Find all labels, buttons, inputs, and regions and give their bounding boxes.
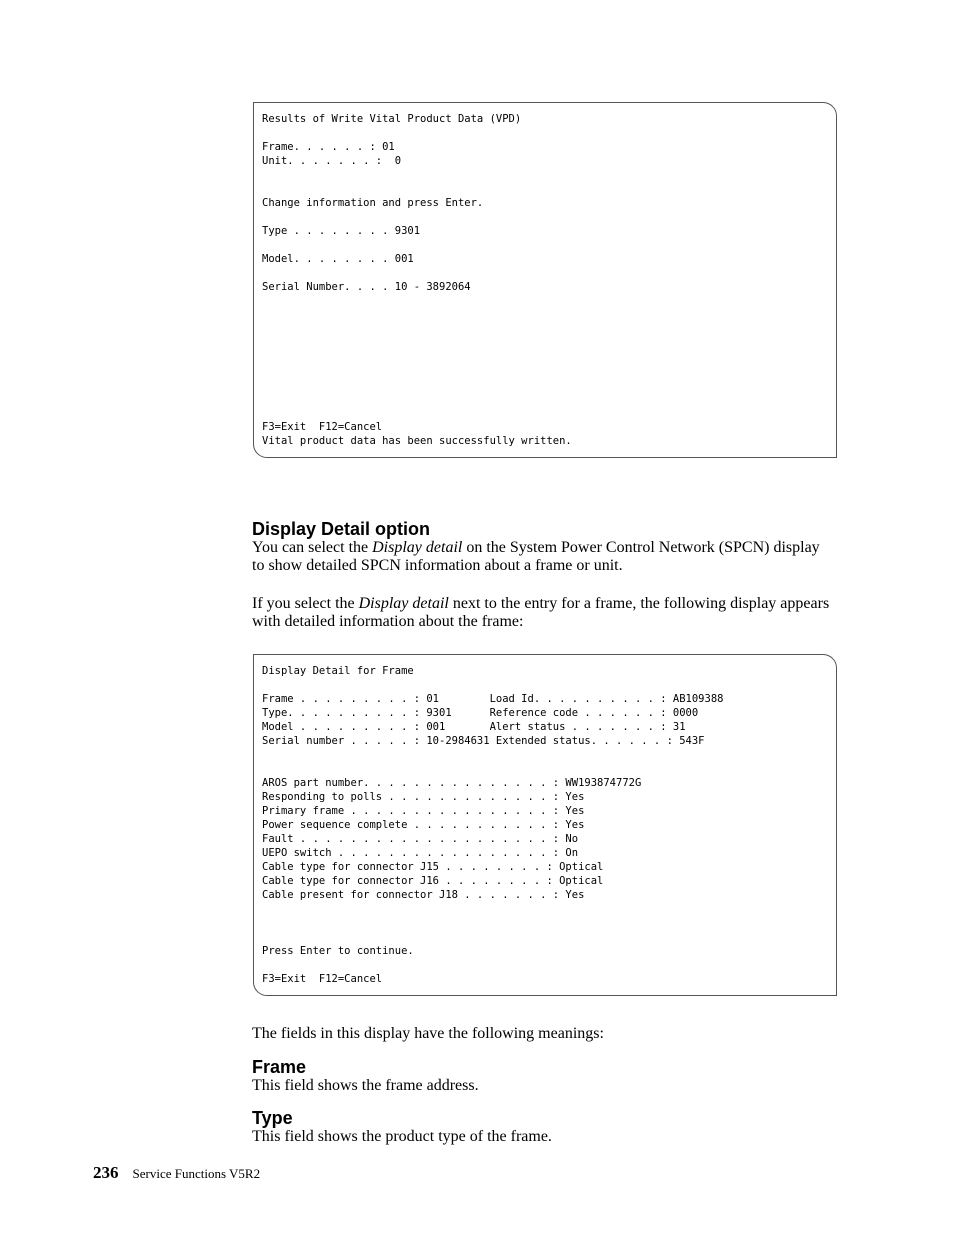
p1-text-after: on the System Power Control Network (SPCN) display to show detailed SPCN information about a frame or unit. xyxy=(252,539,820,574)
p1-italic-term: Display detail xyxy=(372,539,463,556)
p2-italic-term: Display detail xyxy=(358,595,449,612)
page-footer xyxy=(93,1163,260,1183)
vpd-results-screen xyxy=(253,102,837,458)
display-detail-intro-paragraph xyxy=(252,539,832,575)
frame-heading: Frame xyxy=(252,1057,307,1077)
p2-text-after: next to the entry for a frame, the following display appears with detailed information about the frame: xyxy=(252,595,830,630)
frame-description: This field shows the frame address. xyxy=(252,1077,479,1094)
book-title: Service Functions V5R2 xyxy=(132,1166,261,1181)
display-detail-frame-screen-text: Display Detail for Frame Frame . . . . . . . . . : 01 Load Id. . . . . . . . . . : AB109388 Type. . . . . . . . . . : 9301 Reference code . . . . . . : 0000 Model . . . . . . . . . : 001 Alert status . . . . . . . : 31 Serial number . . . . . : 10-2984631 Extended status. . . . . . : 543F AROS part number. . . . . . . . . . . . . . . : WW193874772G Responding to polls . . . . . . . . . . . . . : Yes Primary frame . . . . . . . . . . . . . . . . : Yes Power sequence complete . . . . . . . . . . . : Yes Fault . . . . . . . . . . . . . . . . . . . . : No UEPO switch . . . . . . . . . . . . . . . . . : On Cable type for connector J15 . . . . . . . . : Optical Cable type for connector J16 . . . . . . . . : Optical Cable present for connector J18 . . . . . . . : Yes Press Enter to continue. F3=Exit F12=Cancel xyxy=(262,665,724,985)
display-detail-heading: Display Detail option xyxy=(252,519,431,539)
page-number: 236 xyxy=(93,1163,119,1182)
type-description: This field shows the product type of the frame. xyxy=(252,1128,552,1145)
display-detail-frame-screen xyxy=(253,654,837,996)
fields-intro-text: The fields in this display have the following meanings: xyxy=(252,1025,604,1042)
p2-text-before: If you select the xyxy=(252,595,359,612)
type-heading: Type xyxy=(252,1108,293,1128)
p1-text-before: You can select the xyxy=(252,539,373,556)
vpd-results-screen-text: Results of Write Vital Product Data (VPD) Frame. . . . . . : 01 Unit. . . . . . . : 0 Change information and press Enter. Type . . . . . . . . 9301 Model. . . . . . . . 001 Serial Number. . . . 10 - 3892064 F3=Exit F12=Cancel Vital product data has been successfully written. xyxy=(262,113,572,447)
display-detail-select-paragraph xyxy=(252,595,832,631)
